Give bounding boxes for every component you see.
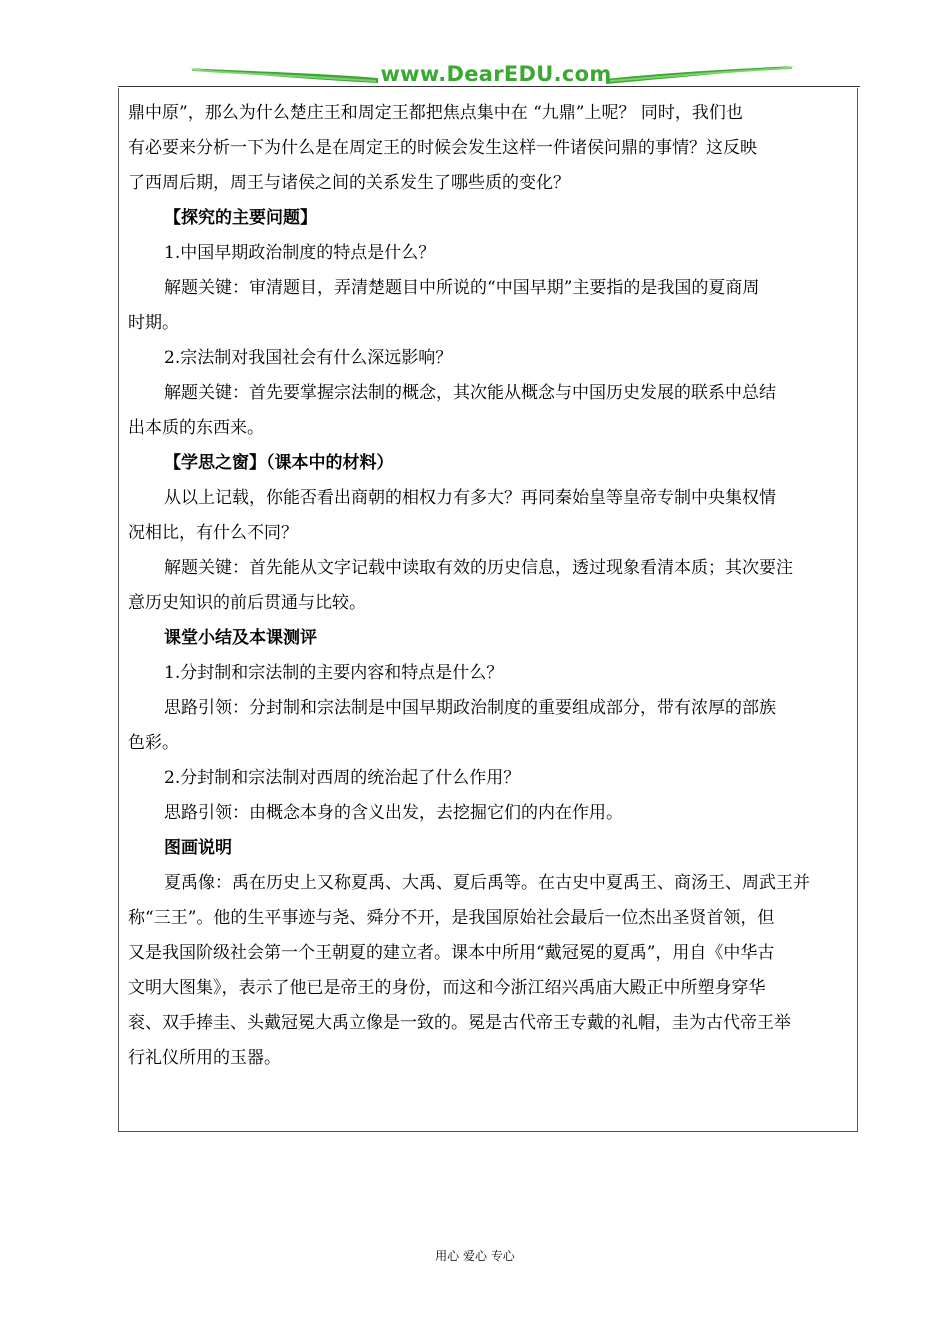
text-line: 出本质的东西来。	[128, 418, 264, 438]
text-line: 有必要来分析一下为什么是在周定王的时候会发生这样一件诸侯问鼎的事情？这反映	[128, 138, 757, 158]
text-line: 2.分封制和宗法制对西周的统治起了什么作用？	[164, 768, 521, 788]
text-line: 况相比，有什么不同？	[128, 523, 298, 543]
text-line: 称“三王”。他的生平事迹与尧、舜分不开，是我国原始社会最后一位杰出圣贤首领，但	[128, 908, 775, 928]
document-body	[128, 96, 852, 1076]
text-line: 行礼仪所用的玉器。	[128, 1048, 281, 1068]
text-line: 思路引领：分封制和宗法制是中国早期政治制度的重要组成部分，带有浓厚的部族	[164, 698, 776, 718]
text-line: 1.分封制和宗法制的主要内容和特点是什么？	[164, 663, 504, 683]
text-line: 鼎中原”，那么为什么楚庄王和周定王都把焦点集中在 “九鼎”上呢？ 同时，我们也	[128, 103, 743, 123]
text-line: 2.宗法制对我国社会有什么深远影响？	[164, 348, 453, 368]
text-line: 色彩。	[128, 733, 179, 753]
text-line: 思路引领：由概念本身的含义出发，去挖掘它们的内在作用。	[164, 803, 623, 823]
section-heading: 【探究的主要问题】	[164, 208, 317, 228]
text-line: 解题关键：首先能从文字记载中读取有效的历史信息，透过现象看清本质；其次要注	[164, 558, 793, 578]
header-divider	[118, 86, 860, 87]
text-line: 又是我国阶级社会第一个王朝夏的建立者。课本中所用“戴冠冕的夏禹”，用自《中华古	[128, 943, 775, 963]
section-heading: 课堂小结及本课测评	[164, 628, 317, 648]
text-line: 意历史知识的前后贯通与比较。	[128, 593, 366, 613]
text-line: 衮、双手捧圭、头戴冠冕大禹立像是一致的。冕是古代帝王专戴的礼帽，圭为古代帝王举	[128, 1013, 791, 1033]
text-line: 文明大图集》，表示了他已是帝王的身份，而这和今浙江绍兴禹庙大殿正中所塑身穿华	[128, 978, 766, 998]
site-logo-text: www.DearEDU.com	[380, 62, 612, 86]
section-heading: 【学思之窗】（课本中的材料）	[164, 453, 394, 473]
section-heading: 图画说明	[164, 838, 232, 858]
text-line: 夏禹像：禹在历史上又称夏禹、大禹、夏后禹等。在古史中夏禹王、商汤王、周武王并	[164, 873, 810, 893]
page-footer: 用心 爱心 专心	[435, 1249, 515, 1263]
text-line: 时期。	[128, 313, 179, 333]
text-line: 了西周后期，周王与诸侯之间的关系发生了哪些质的变化？	[128, 173, 570, 193]
text-line: 1.中国早期政治制度的特点是什么？	[164, 243, 436, 263]
text-line: 解题关键：首先要掌握宗法制的概念，其次能从概念与中国历史发展的联系中总结	[164, 383, 776, 403]
text-line: 解题关键：审清题目，弄清楚题目中所说的“中国早期”主要指的是我国的夏商周	[164, 278, 760, 298]
text-line: 从以上记载，你能否看出商朝的相权力有多大？再同秦始皇等皇帝专制中央集权情	[164, 488, 776, 508]
